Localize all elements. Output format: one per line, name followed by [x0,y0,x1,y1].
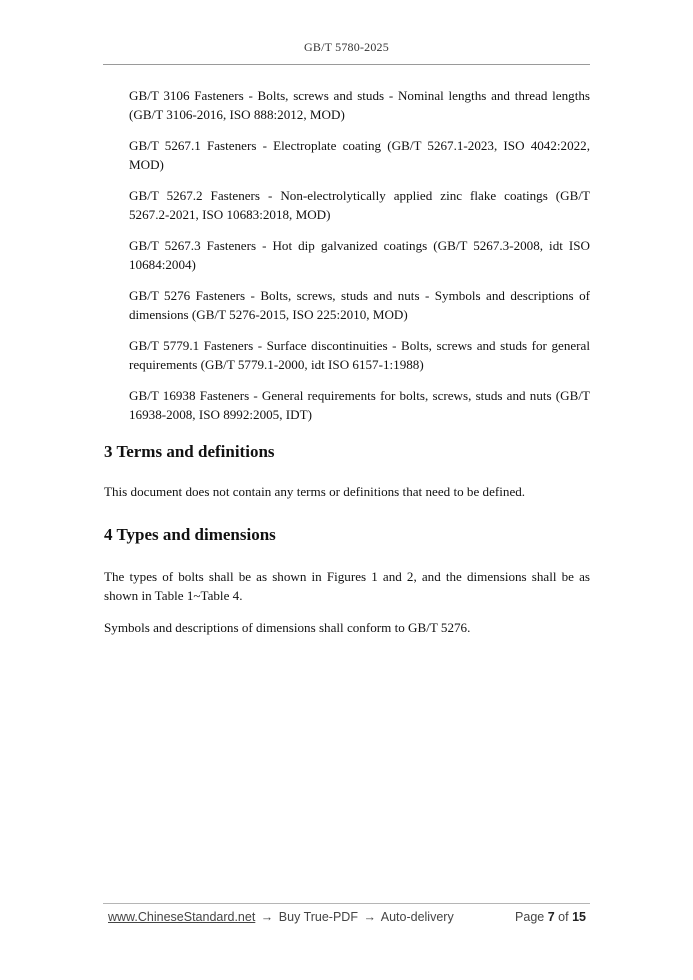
page-total: 15 [572,910,586,924]
section-4-paragraph-symbols: Symbols and descriptions of dimensions shall conform to GB/T 5276. [104,620,471,635]
section-3-heading: 3 Terms and definitions [104,442,275,461]
section-3-text: This document does not contain any terms or definitions that need to be defined. [104,484,526,499]
header-divider [103,64,590,65]
footer-divider [103,903,590,904]
arrow-right-icon: → [363,910,376,924]
reference-item: GB/T 16938 Fasteners - General requirements for bolts, screws, studs and nuts (GB/T 16938-2008, ISO 8992:2005, IDT) [129,388,590,422]
footer-promo [108,910,454,924]
page-current: 7 [547,910,555,924]
reference-item: GB/T 5267.3 Fasteners - Hot dip galvanized coatings (GB/T 5267.3-2008, idt ISO 10684:2004) [129,238,590,272]
reference-item: GB/T 5276 Fasteners - Bolts, screws, studs and nuts - Symbols and descriptions of dimensions (GB/T 5276-2015, ISO 225:2010, MOD) [129,288,590,322]
buy-pdf-text: Buy True-PDF [278,910,358,924]
page-label: Page [515,910,545,924]
reference-item: GB/T 5267.2 Fasteners - Non-electrolytically applied zinc flake coatings (GB/T 5267.2-2021, ISO 10683:2018, MOD) [129,188,590,222]
auto-delivery-text: Auto-delivery [380,910,454,924]
document-body [104,86,590,637]
site-link[interactable]: www.ChineseStandard.net [108,910,256,924]
page-number [515,910,586,924]
reference-item: GB/T 5779.1 Fasteners - Surface discontinuities - Bolts, screws and studs for general requirements (GB/T 5779.1-2000, idt ISO 6157-1:1988) [129,338,590,372]
page-footer [108,910,586,932]
reference-item: GB/T 3106 Fasteners - Bolts, screws and studs - Nominal lengths and thread lengths (GB/T 3106-2016, ISO 888:2012, MOD) [129,88,590,122]
arrow-right-icon: → [260,910,274,924]
reference-item: GB/T 5267.1 Fasteners - Electroplate coating (GB/T 5267.1-2023, ISO 4042:2022, MOD) [129,138,590,172]
of-label: of [558,910,569,924]
page-header [0,40,693,55]
section-4-paragraph-types: The types of bolts shall be as shown in Figures 1 and 2, and the dimensions shall be as shown in Table 1~Table 4. [104,569,590,603]
document-code: GB/T 5780-2025 [304,40,389,54]
section-4-heading: 4 Types and dimensions [104,525,276,544]
